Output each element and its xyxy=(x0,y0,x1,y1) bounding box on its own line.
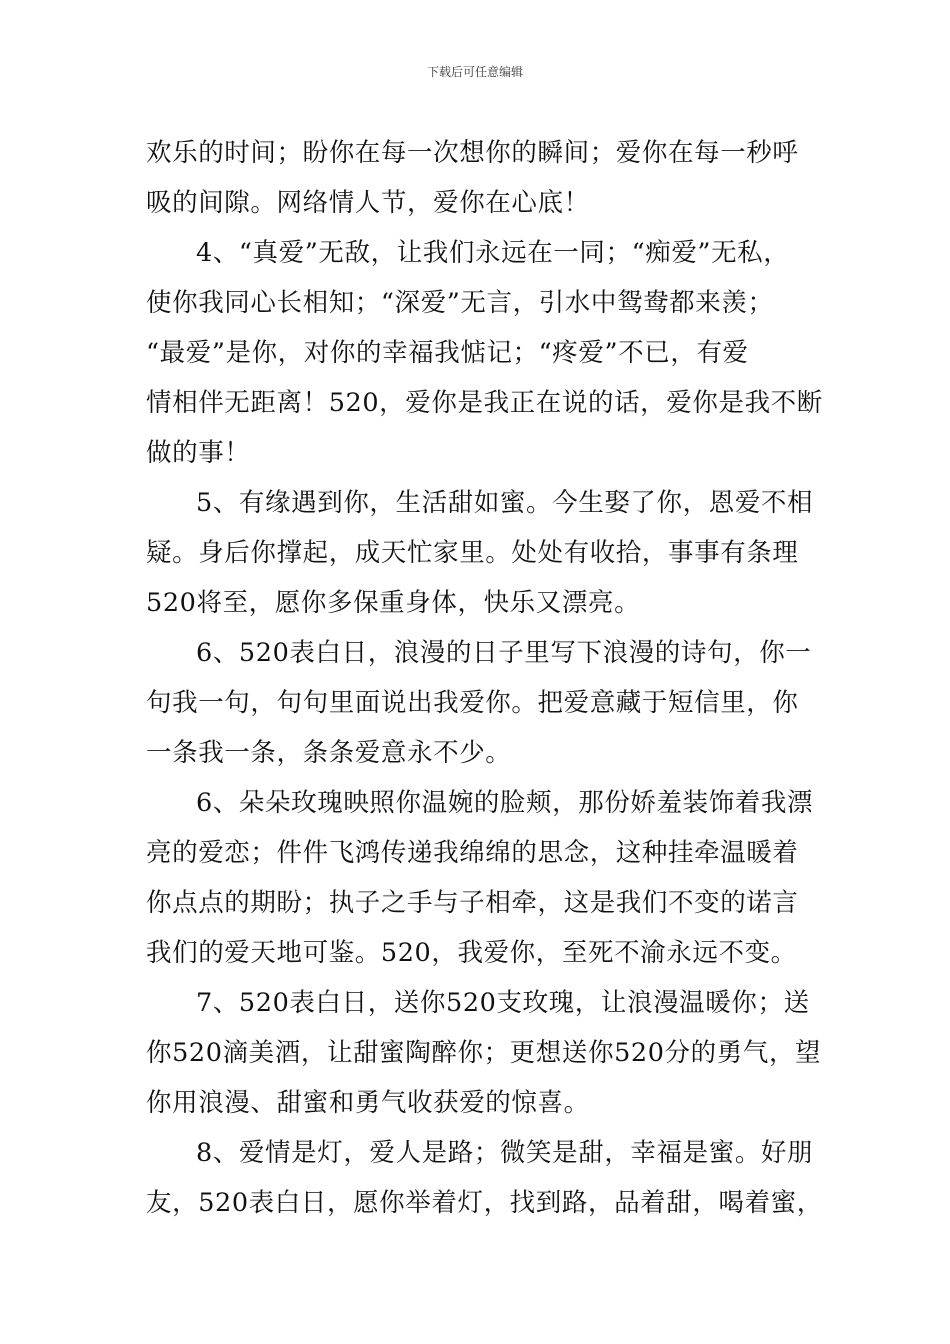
text-line: 情相伴无距离！520，爱你是我正在说的话，爱你是我不断 xyxy=(146,388,823,418)
paragraph-item-7 xyxy=(146,978,826,1128)
text-line: 做的事！ xyxy=(146,438,251,468)
text-line: 4、“真爱”无敌，让我们永远在一同；“痴爱”无私， xyxy=(196,238,790,268)
text-line: 欢乐的时间；盼你在每一次想你的瞬间；爱你在每一秒呼 xyxy=(146,138,799,168)
text-line: 你点点的期盼；执子之手与子相牵，这是我们不变的诺言 xyxy=(146,888,799,918)
text-line: 吸的间隙。网络情人节，爱你在心底！ xyxy=(146,188,590,218)
text-line: 6、朵朵玫瑰映照你温婉的脸颊，那份娇羞装饰着我漂 xyxy=(196,788,814,818)
text-line: 你520滴美酒，让甜蜜陶醉你；更想送你520分的勇气，望 xyxy=(146,1038,822,1068)
text-line: 亮的爱恋；件件飞鸿传递我绵绵的思念，这种挂牵温暖着 xyxy=(146,838,799,868)
paragraph-item-6b xyxy=(146,778,826,978)
paragraph-item-8 xyxy=(146,1128,826,1228)
document-body xyxy=(146,128,826,1228)
text-line: 一条我一条，条条爱意永不少。 xyxy=(146,738,512,768)
page-header: 下载后可任意编辑 xyxy=(426,65,523,79)
text-line: 疑。身后你撑起，成天忙家里。处处有收拾，事事有条理 xyxy=(146,538,799,568)
text-line: 520将至，愿你多保重身体，快乐又漂亮。 xyxy=(146,588,641,618)
paragraph-item-4 xyxy=(146,228,826,478)
text-line: 5、有缘遇到你，生活甜如蜜。今生娶了你，恩爱不相 xyxy=(196,488,814,518)
text-line: 你用浪漫、甜蜜和勇气收获爱的惊喜。 xyxy=(146,1088,590,1118)
text-line: 6、520表白日，浪漫的日子里写下浪漫的诗句，你一 xyxy=(196,638,812,668)
text-line: 7、520表白日，送你520支玫瑰，让浪漫温暖你；送 xyxy=(196,988,810,1018)
text-line: 友，520表白日，愿你举着灯，找到路，品着甜，喝着蜜， xyxy=(146,1188,823,1218)
text-line: 使你我同心长相知；“深爱”无言，引水中鸳鸯都来羡； xyxy=(146,288,774,318)
paragraph-continuation xyxy=(146,128,826,228)
text-line: 句我一句，句句里面说出我爱你。把爱意藏于短信里，你 xyxy=(146,688,799,718)
paragraph-item-6a xyxy=(146,628,826,778)
text-line: 我们的爱天地可鉴。520，我爱你，至死不渝永远不变。 xyxy=(146,938,797,968)
text-line: “最爱”是你，对你的幸福我惦记；“疼爱”不已，有爱 xyxy=(146,338,749,368)
text-line: 8、爱情是灯，爱人是路；微笑是甜，幸福是蜜。好朋 xyxy=(196,1138,814,1168)
paragraph-item-5 xyxy=(146,478,826,628)
